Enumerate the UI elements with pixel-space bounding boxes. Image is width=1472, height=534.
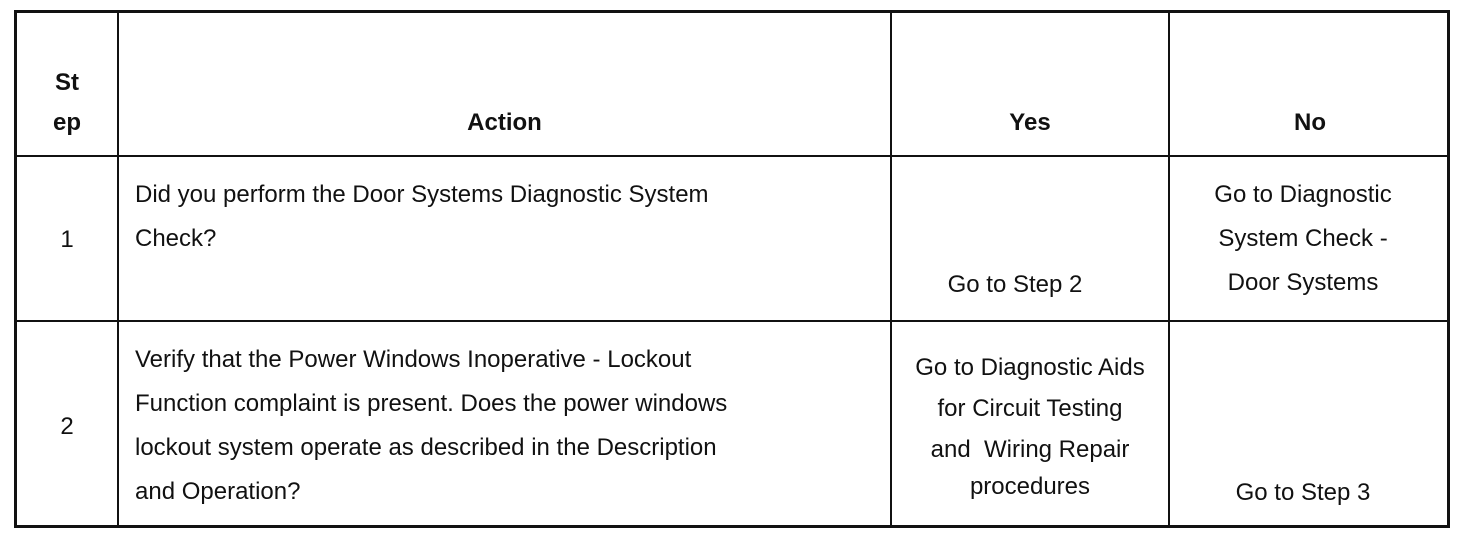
diagnostic-table (14, 10, 1450, 528)
header-yes: Yes (1009, 109, 1051, 136)
row-1-no (1170, 173, 1436, 305)
row-1-step: 1 (60, 226, 74, 253)
row-2-action (135, 338, 885, 514)
row-divider (17, 320, 1447, 322)
header-no: No (1294, 109, 1326, 136)
row-2-yes (892, 347, 1168, 504)
header-action: Action (467, 109, 542, 136)
row-2-yes-line: for Circuit Testing (937, 395, 1123, 422)
header-step (17, 63, 117, 143)
header-step-line1: St (55, 69, 79, 96)
row-2-action-line: lockout system operate as described in the Description (135, 434, 717, 461)
column-divider (117, 13, 119, 525)
row-1-action-line: Did you perform the Door Systems Diagnostic System (135, 181, 709, 208)
row-2-yes-line: procedures (969, 473, 1091, 500)
row-1-action (135, 173, 875, 261)
header-step-line2: ep (52, 109, 81, 136)
row-1-no-line: System Check - (1218, 225, 1388, 252)
row-2-yes-line: Go to Diagnostic Aids (915, 354, 1145, 381)
row-2-action-line: and Operation? (135, 478, 301, 505)
row-2-action-line: Verify that the Power Windows Inoperative - Lockout (135, 346, 692, 373)
row-1-yes: Go to Step 2 (947, 271, 1083, 298)
row-1-no-line: Go to Diagnostic (1214, 181, 1392, 208)
row-2-action-line: Function complaint is present. Does the power windows (135, 390, 728, 417)
row-1-action-line: Check? (135, 225, 217, 252)
row-2-step: 2 (60, 413, 74, 440)
row-2-no: Go to Step 3 (1235, 479, 1371, 506)
row-divider (17, 155, 1447, 157)
row-1-no-line: Door Systems (1227, 269, 1379, 296)
row-2-yes-line: and Wiring Repair (930, 436, 1130, 463)
